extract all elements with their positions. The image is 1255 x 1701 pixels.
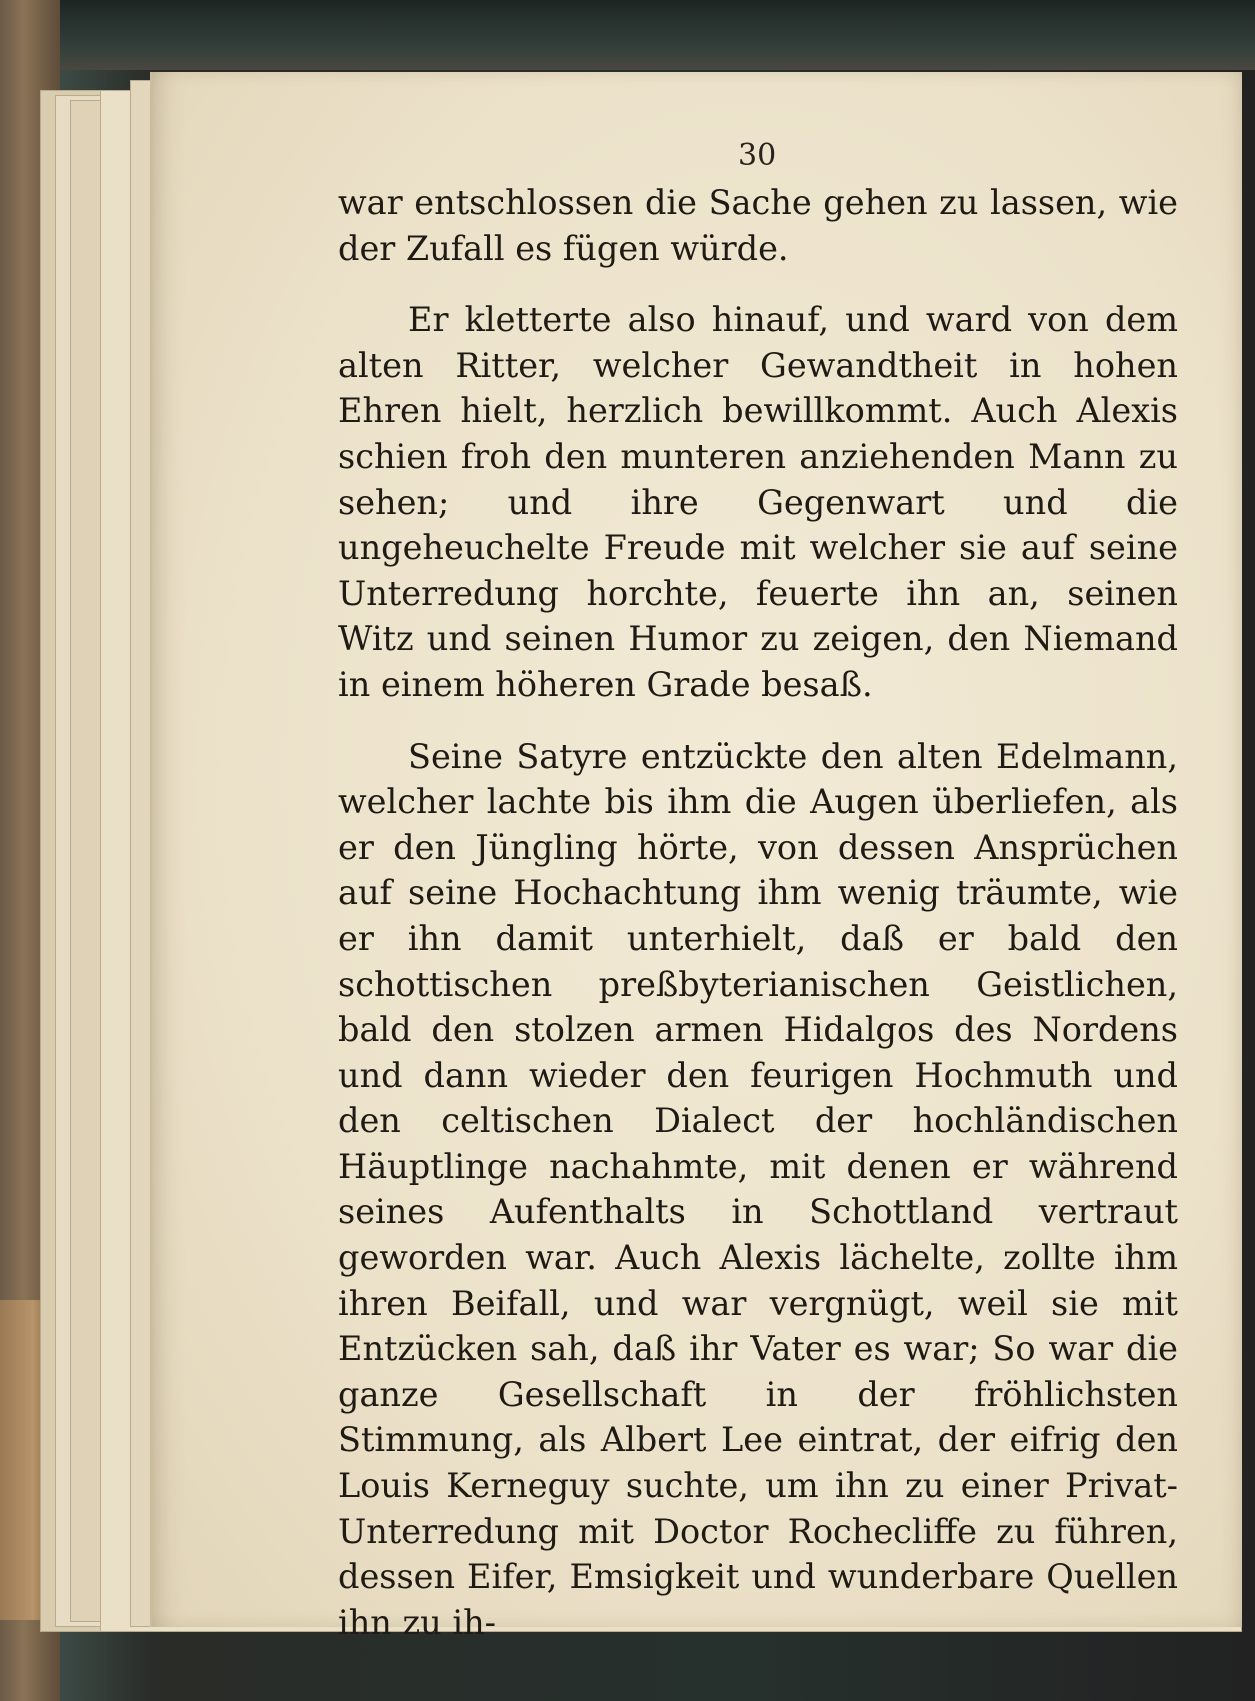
page-number: 30 (738, 138, 777, 173)
paragraph-3: Seine Satyre entzückte den alten Edelmann, welcher lachte bis ihm die Augen überliefen, als er den Jüngling hörte, von dessen Ansprüchen auf seine Hochachtung ihm wenig träumte, wie er ihn damit unterhielt, daß er bald den schottischen preßbyterianischen Geistlichen, bald den stolzen armen Hidalgos des Nordens und dann wieder den feurigen Hochmuth und den celtischen Dialect der hochländischen Häuptlinge nachahmte, mit denen er während seines Aufenthalts in Schottland vertraut geworden war. Auch Alexis lächelte, zollte ihm ihren Beifall, und war vergnügt, weil sie mit Entzücken sah, daß ihr Vater es war; So war die ganze Gesellschaft in der fröhlichsten Stimmung, als Albert Lee eintrat, der eifrig den Louis Kerneguy suchte, um ihn zu einer Privat-Unterredung mit Doctor Rochecliffe zu führen, dessen Eifer, Emsigkeit und wunderbare Quellen ihn zu ih- (338, 736, 1178, 1642)
page-body (338, 180, 1178, 1645)
background-top-cloth (0, 0, 1255, 70)
paragraph-1: war entschlossen die Sache gehen zu lassen, wie der Zufall es fügen würde. (338, 183, 1178, 268)
paragraph-2: Er kletterte also hinauf, und ward von dem alten Ritter, welcher Gewandtheit in hohen Ehren hielt, herzlich bewillkommt. Auch Alexis schien froh den munteren anziehenden Mann zu sehen; und ihre Gegenwart und die ungeheuchelte Freude mit welcher sie auf seine Unterredung horchte, feuerte ihn an, seinen Witz und seinen Humor zu zeigen, den Niemand in einem höheren Grade besaß. (338, 300, 1178, 704)
